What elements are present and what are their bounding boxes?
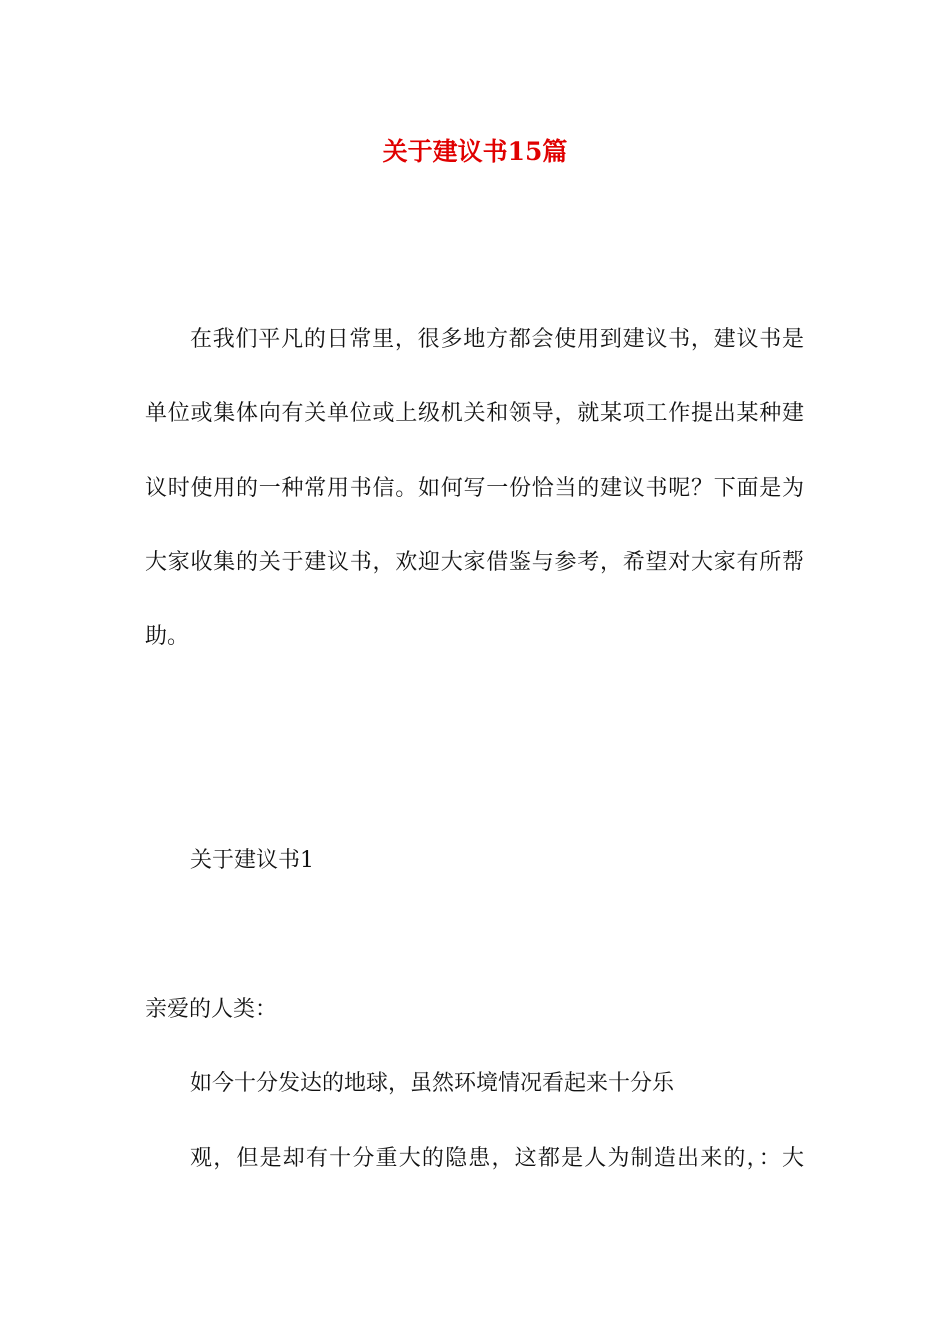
intro-line: 在我们平凡的日常里，很多地方都会使用到建议书，建议书是	[190, 327, 804, 352]
body-line: 观，但是却有十分重大的隐患，这都是人为制造出来的，：大	[190, 1146, 804, 1171]
intro-line: 单位或集体向有关单位或上级机关和领导，就某项工作提出某种建	[145, 401, 804, 426]
intro-line: 大家收集的关于建议书，欢迎大家借鉴与参考，希望对大家有所帮	[145, 550, 804, 575]
page-title: 关于建议书15篇	[382, 137, 568, 166]
intro-line: 议时使用的一种常用书信。如何写一份恰当的建议书呢？下面是为	[145, 476, 804, 501]
section-heading: 关于建议书1	[190, 848, 314, 873]
intro-line: 助。	[145, 624, 190, 649]
salutation: 亲爱的人类：	[145, 997, 278, 1022]
body-line: 如今十分发达的地球，虽然环境情况看起来十分乐	[190, 1071, 675, 1096]
